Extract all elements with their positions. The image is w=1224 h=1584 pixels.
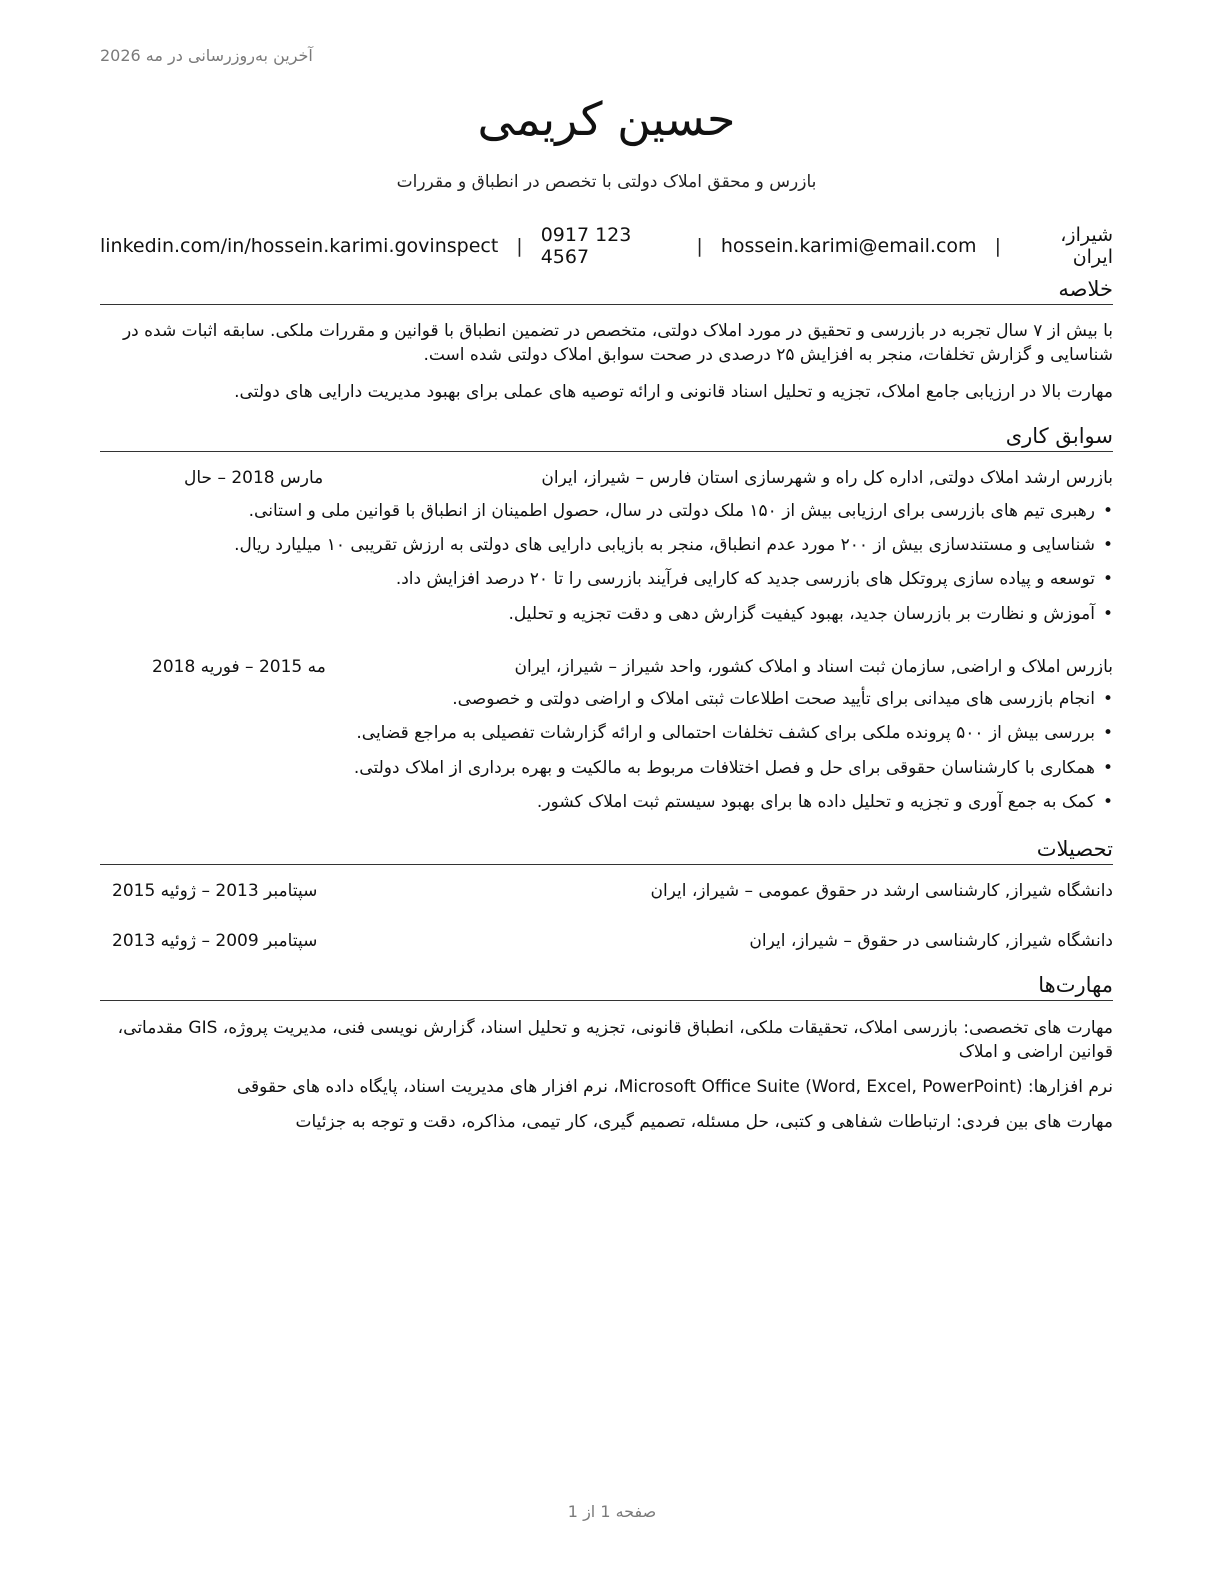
education-heading: تحصیلات	[100, 836, 1113, 865]
contact-linkedin[interactable]: linkedin.com/in/hossein.karimi.govinspect	[100, 235, 499, 257]
page-number: صفحه 1 از 1	[567, 1502, 657, 1521]
skills-software: نرم افزارها: Microsoft Office Suite (Word, Excel, PowerPoint)، نرم افزار های مدیریت اسناد، پایگاه داده های حقوقی	[236, 1077, 1113, 1097]
job-bullet: •کمک به جمع آوری و تجزیه و تحلیل داده ها برای بهبود سیستم ثبت املاک کشور.	[100, 791, 1113, 815]
summary-paragraph-2: مهارت بالا در ارزیابی جامع املاک، تجزیه و تحلیل اسناد قانونی و ارائه توصیه های عملی برای بهبود مدیریت دارایی های دولتی.	[234, 382, 1113, 402]
job-bullet: •آموزش و نظارت بر بازرسان جدید، بهبود کیفیت گزارش دهی و دقت تجزیه و تحلیل.	[100, 603, 1113, 627]
education-item	[100, 880, 1113, 904]
job-bullet: •انجام بازرسی های میدانی برای تأیید صحت اطلاعات ثبتی املاک و اراضی دولتی و خصوصی.	[100, 688, 1113, 712]
job-dates: مه 2015 – فوریه 2018	[152, 657, 326, 677]
summary-paragraph-1: با بیش از ۷ سال تجربه در بازرسی و تحقیق در مورد املاک دولتی، متخصص در تضمین انطباق با قوانین و مقررات ملکی. سابقه اثبات شده در شناسایی و گزارش تخلفات، منجر به افزایش ۲۵ درصدی در صحت سوابق املاک دولتی شده است.	[122, 321, 1113, 365]
job-title: بازرس ارشد املاک دولتی, اداره کل راه و شهرسازی استان فارس – شیراز، ایران	[541, 468, 1113, 488]
person-name: حسین کریمی	[477, 92, 736, 146]
bullet-icon: •	[1102, 758, 1113, 778]
degree-dates: سپتامبر 2013 – ژوئیه 2015	[112, 881, 318, 901]
job-headline: بازرس و محقق املاک دولتی با تخصص در انطباق و مقررات	[396, 172, 817, 192]
bullet-icon: •	[1102, 689, 1113, 709]
job-bullet: •شناسایی و مستندسازی بیش از ۲۰۰ مورد عدم انطباق، منجر به بازیابی دارایی های دولتی به ارزش تقریبی ۱۰ میلیارد ریال.	[100, 534, 1113, 558]
contact-separator: |	[516, 235, 523, 257]
contact-phone[interactable]: 0917 123 4567	[540, 224, 632, 268]
bullet-icon: •	[1102, 792, 1113, 812]
experience-heading: سوابق کاری	[100, 423, 1113, 452]
degree-dates: سپتامبر 2009 – ژوئیه 2013	[112, 931, 318, 951]
contact-line	[100, 224, 1113, 268]
summary-heading: خلاصه	[100, 276, 1113, 305]
contact-email[interactable]: hossein.karimi@email.com	[720, 235, 977, 257]
job-bullet: •بررسی بیش از ۵۰۰ پرونده ملکی برای کشف تخلفات احتمالی و ارائه گزارشات تفصیلی به مراجع قضایی.	[100, 722, 1113, 746]
degree: دانشگاه شیراز, کارشناسی ارشد در حقوق عمومی – شیراز، ایران	[650, 881, 1113, 901]
bullet-icon: •	[1102, 501, 1113, 521]
education-item	[100, 930, 1113, 954]
job-bullet: •همکاری با کارشناسان حقوقی برای حل و فصل اختلافات مربوط به مالکیت و بهره برداری از املاک دولتی.	[100, 757, 1113, 781]
bullet-icon: •	[1102, 569, 1113, 589]
contact-separator: |	[994, 235, 1001, 257]
degree: دانشگاه شیراز, کارشناسی در حقوق – شیراز، ایران	[749, 931, 1113, 951]
skills-technical: مهارت های تخصصی: بازرسی املاک، تحقیقات ملکی، انطباق قانونی، تجزیه و تحلیل اسناد، گزارش نویسی فنی، مدیریت پروژه، GIS مقدماتی، قوانین اراضی و املاک	[117, 1018, 1113, 1062]
bullet-icon: •	[1102, 604, 1113, 624]
contact-separator: |	[696, 235, 703, 257]
bullet-icon: •	[1102, 723, 1113, 743]
job-title: بازرس املاک و اراضی, سازمان ثبت اسناد و املاک کشور، واحد شیراز – شیراز، ایران	[514, 657, 1113, 677]
job-bullet: •رهبری تیم های بازرسی برای ارزیابی بیش از ۱۵۰ ملک دولتی در سال، حصول اطمینان از انطباق با قوانین ملی و استانی.	[100, 500, 1113, 524]
job-bullet: •توسعه و پیاده سازی پروتکل های بازرسی جدید که کارایی فرآیند بازرسی را تا ۲۰ درصد افزایش داد.	[100, 568, 1113, 592]
contact-location: شیراز، ایران	[1060, 224, 1113, 268]
bullet-icon: •	[1102, 535, 1113, 555]
skills-heading: مهارت‌ها	[100, 972, 1113, 1001]
job-header	[100, 467, 1113, 491]
skills-soft: مهارت های بین فردی: ارتباطات شفاهی و کتبی، حل مسئله، تصمیم گیری، کار تیمی، مذاکره، دقت و توجه به جزئیات	[295, 1112, 1113, 1132]
last-updated: آخرین به‌روزرسانی در مه 2026	[100, 46, 313, 65]
job-header	[100, 656, 1113, 680]
job-dates: مارس 2018 – حال	[184, 468, 324, 488]
